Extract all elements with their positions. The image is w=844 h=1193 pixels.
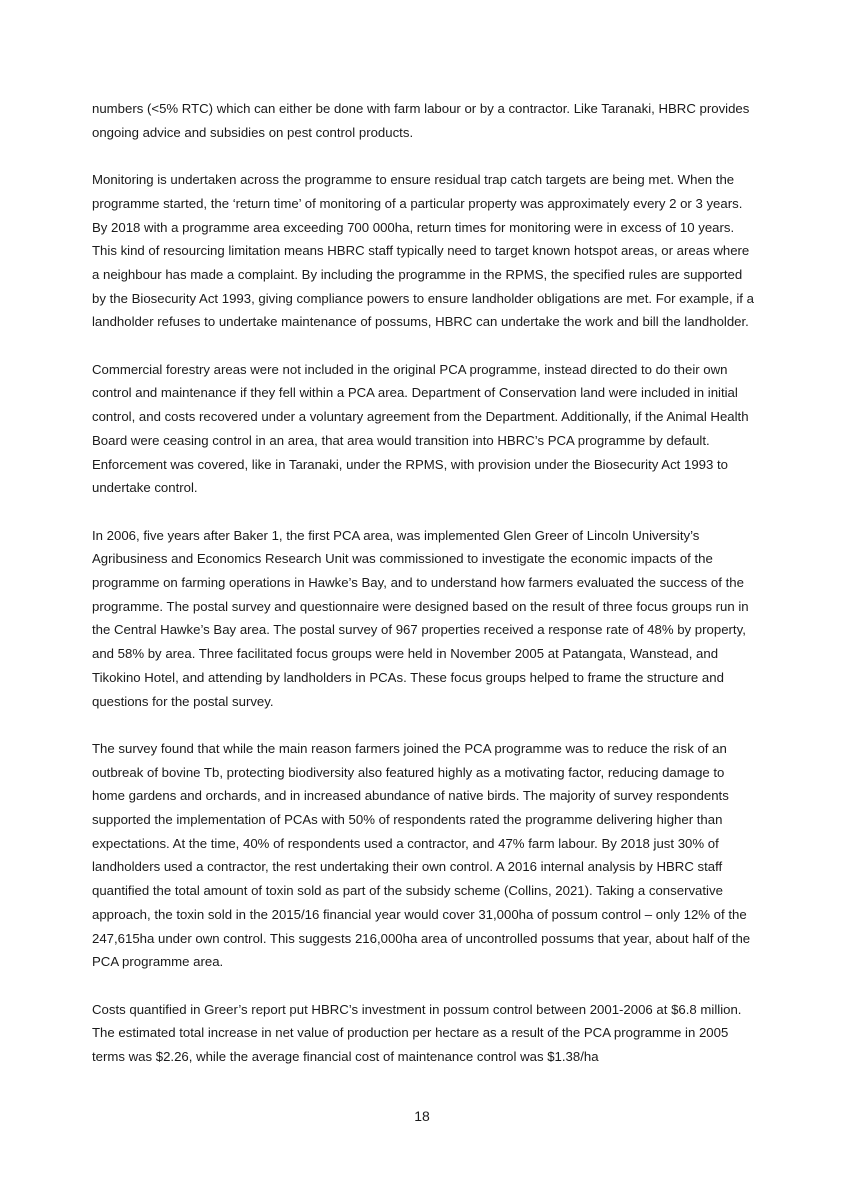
paragraph-monitoring: Monitoring is undertaken across the programme to ensure residual trap catch targets are being met. When the programme started, the ‘return time’ of monitoring of a particular property was approximately every 2 or 3 years. By 2018 with a programme area exceeding 700 000ha, return times for monitoring were in excess of 10 years. This kind of resourcing limitation means HBRC staff typically need to target known hotspot areas, or areas where a neighbour has made a complaint. By including the programme in the RPMS, the specified rules are supported by the Biosecurity Act 1993, giving compliance powers to ensure landholder obligations are met. For example, if a landholder refuses to undertake maintenance of possums, HBRC can undertake the work and bill the landholder. bbox=[92, 172, 754, 330]
paragraph-pest-control-continuation: numbers (<5% RTC) which can either be done with farm labour or by a contractor. Like Taranaki, HBRC provides ongoing advice and subsidies on pest control products. bbox=[92, 101, 750, 140]
paragraph-costs: Costs quantified in Greer’s report put HBRC’s investment in possum control between 2001-2006 at $6.8 million. The estimated total increase in net value of production per hectare as a result of the PCA programme in 2005 terms was $2.26, while the average financial cost of maintenance control was $1.38/ha bbox=[92, 1001, 742, 1065]
paragraph-commercial-forestry: Commercial forestry areas were not included in the original PCA programme, instead directed to do their own control and maintenance if they fell within a PCA area. Department of Conservation land were included in initial control, and costs recovered under a voluntary agreement from the Department. Additionally, if the Animal Health Board were ceasing control in an area, that area would transition into HBRC’s PCA programme by default. Enforcement was covered, like in Taranaki, under the RPMS, with provision under the Biosecurity Act 1993 to undertake control. bbox=[92, 361, 749, 496]
paragraph-greer-study: In 2006, five years after Baker 1, the first PCA area, was implemented Glen Greer of Lincoln University’s Agribusiness and Economics Research Unit was commissioned to investigate the economic impacts of the programme on farming operations in Hawke’s Bay, and to understand how farmers evaluated the success of the programme. The postal survey and questionnaire were designed based on the result of three focus groups run in the Central Hawke’s Bay area. The postal survey of 967 properties received a response rate of 48% by property, and 58% by area. Three facilitated focus groups were held in November 2005 at Patangata, Wanstead, and Tikokino Hotel, and attending by landholders in PCAs. These focus groups helped to frame the structure and questions for the postal survey. bbox=[92, 527, 749, 709]
paragraph-survey-findings: The survey found that while the main reason farmers joined the PCA programme was to reduce the risk of an outbreak of bovine Tb, protecting biodiversity also featured highly as a motivating factor, reducing damage to home gardens and orchards, and in increased abundance of native birds. The majority of survey respondents supported the implementation of PCAs with 50% of respondents rated the programme delivering higher than expectations. At the time, 40% of respondents used a contractor, and 47% farm labour. By 2018 just 30% of landholders used a contractor, the rest undertaking their own control. A 2016 internal analysis by HBRC staff quantified the total amount of toxin sold as part of the subsidy scheme (Collins, 2021). Taking a conservative approach, the toxin sold in the 2015/16 financial year would cover 31,000ha of possum control – only 12% of the 247,615ha under own control. This suggests 216,000ha area of uncontrolled possums that year, about half of the PCA programme area. bbox=[92, 740, 751, 970]
page-body bbox=[92, 97, 756, 1092]
page-number: 18 bbox=[414, 1108, 430, 1124]
